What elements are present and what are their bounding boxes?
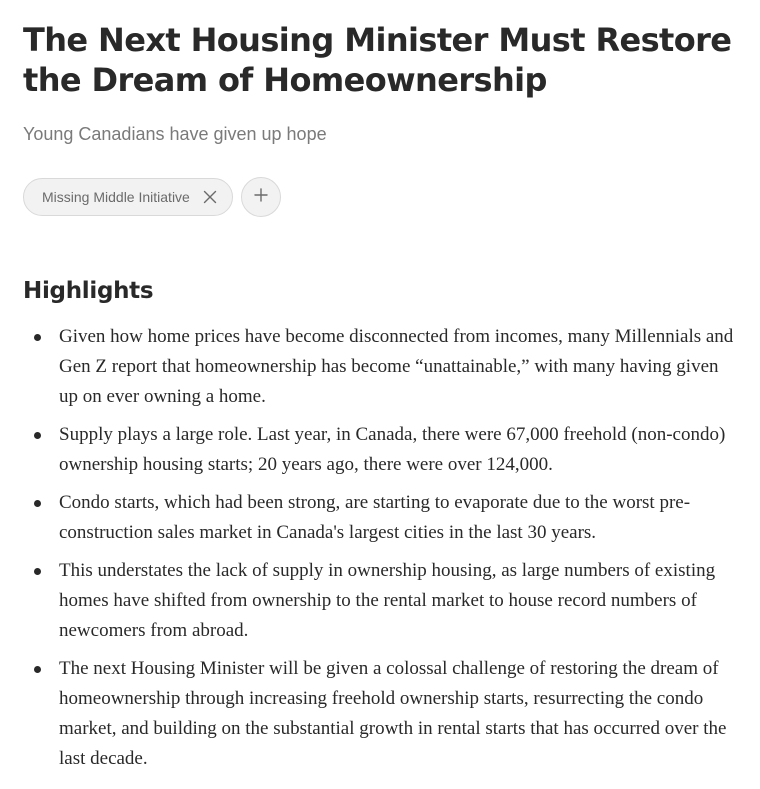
article-subtitle: Young Canadians have given up hope [23, 124, 327, 144]
article-title: The Next Housing Minister Must Restore the Dream of Homeownership [23, 21, 732, 99]
bullet-icon [34, 666, 41, 673]
article-header [23, 20, 738, 769]
highlight-text: Supply plays a large role. Last year, in Canada, there were 67,000 freehold (non-condo) ownership housing starts; 20 years ago, there were over 124,000. [59, 424, 726, 475]
bullet-icon [34, 334, 41, 341]
list-item [23, 654, 738, 774]
bullet-icon [34, 568, 41, 575]
highlights-list [23, 322, 738, 782]
close-icon[interactable] [202, 189, 218, 205]
list-item [23, 322, 738, 412]
tag-chip[interactable] [23, 178, 233, 216]
bullet-icon [34, 432, 41, 439]
list-item [23, 420, 738, 480]
list-item [23, 556, 738, 646]
highlight-text: Given how home prices have become disconnected from incomes, many Millennials and Gen Z report that homeownership has become “unattainable,” with many having given up on ever owning a home. [59, 326, 734, 407]
list-item [23, 488, 738, 548]
highlight-text: The next Housing Minister will be given a colossal challenge of restoring the dream of homeownership through increasing freehold ownership starts, resurrecting the condo market, and building on the substantial growth in rental starts that has occurred over the last decade. [59, 658, 727, 769]
add-tag-button[interactable] [241, 177, 281, 217]
highlight-text: This understates the lack of supply in ownership housing, as large numbers of existing homes have shifted from ownership to the rental market to house record numbers of newcomers from abroad. [59, 560, 716, 641]
tag-label: Missing Middle Initiative [42, 189, 190, 205]
highlight-text: Condo starts, which had been strong, are starting to evaporate due to the worst pre-construction sales market in Canada's largest cities in the last 30 years. [59, 492, 691, 543]
plus-icon [253, 187, 269, 208]
highlights-heading: Highlights [23, 278, 154, 304]
bullet-icon [34, 500, 41, 507]
tag-bar [23, 177, 738, 217]
